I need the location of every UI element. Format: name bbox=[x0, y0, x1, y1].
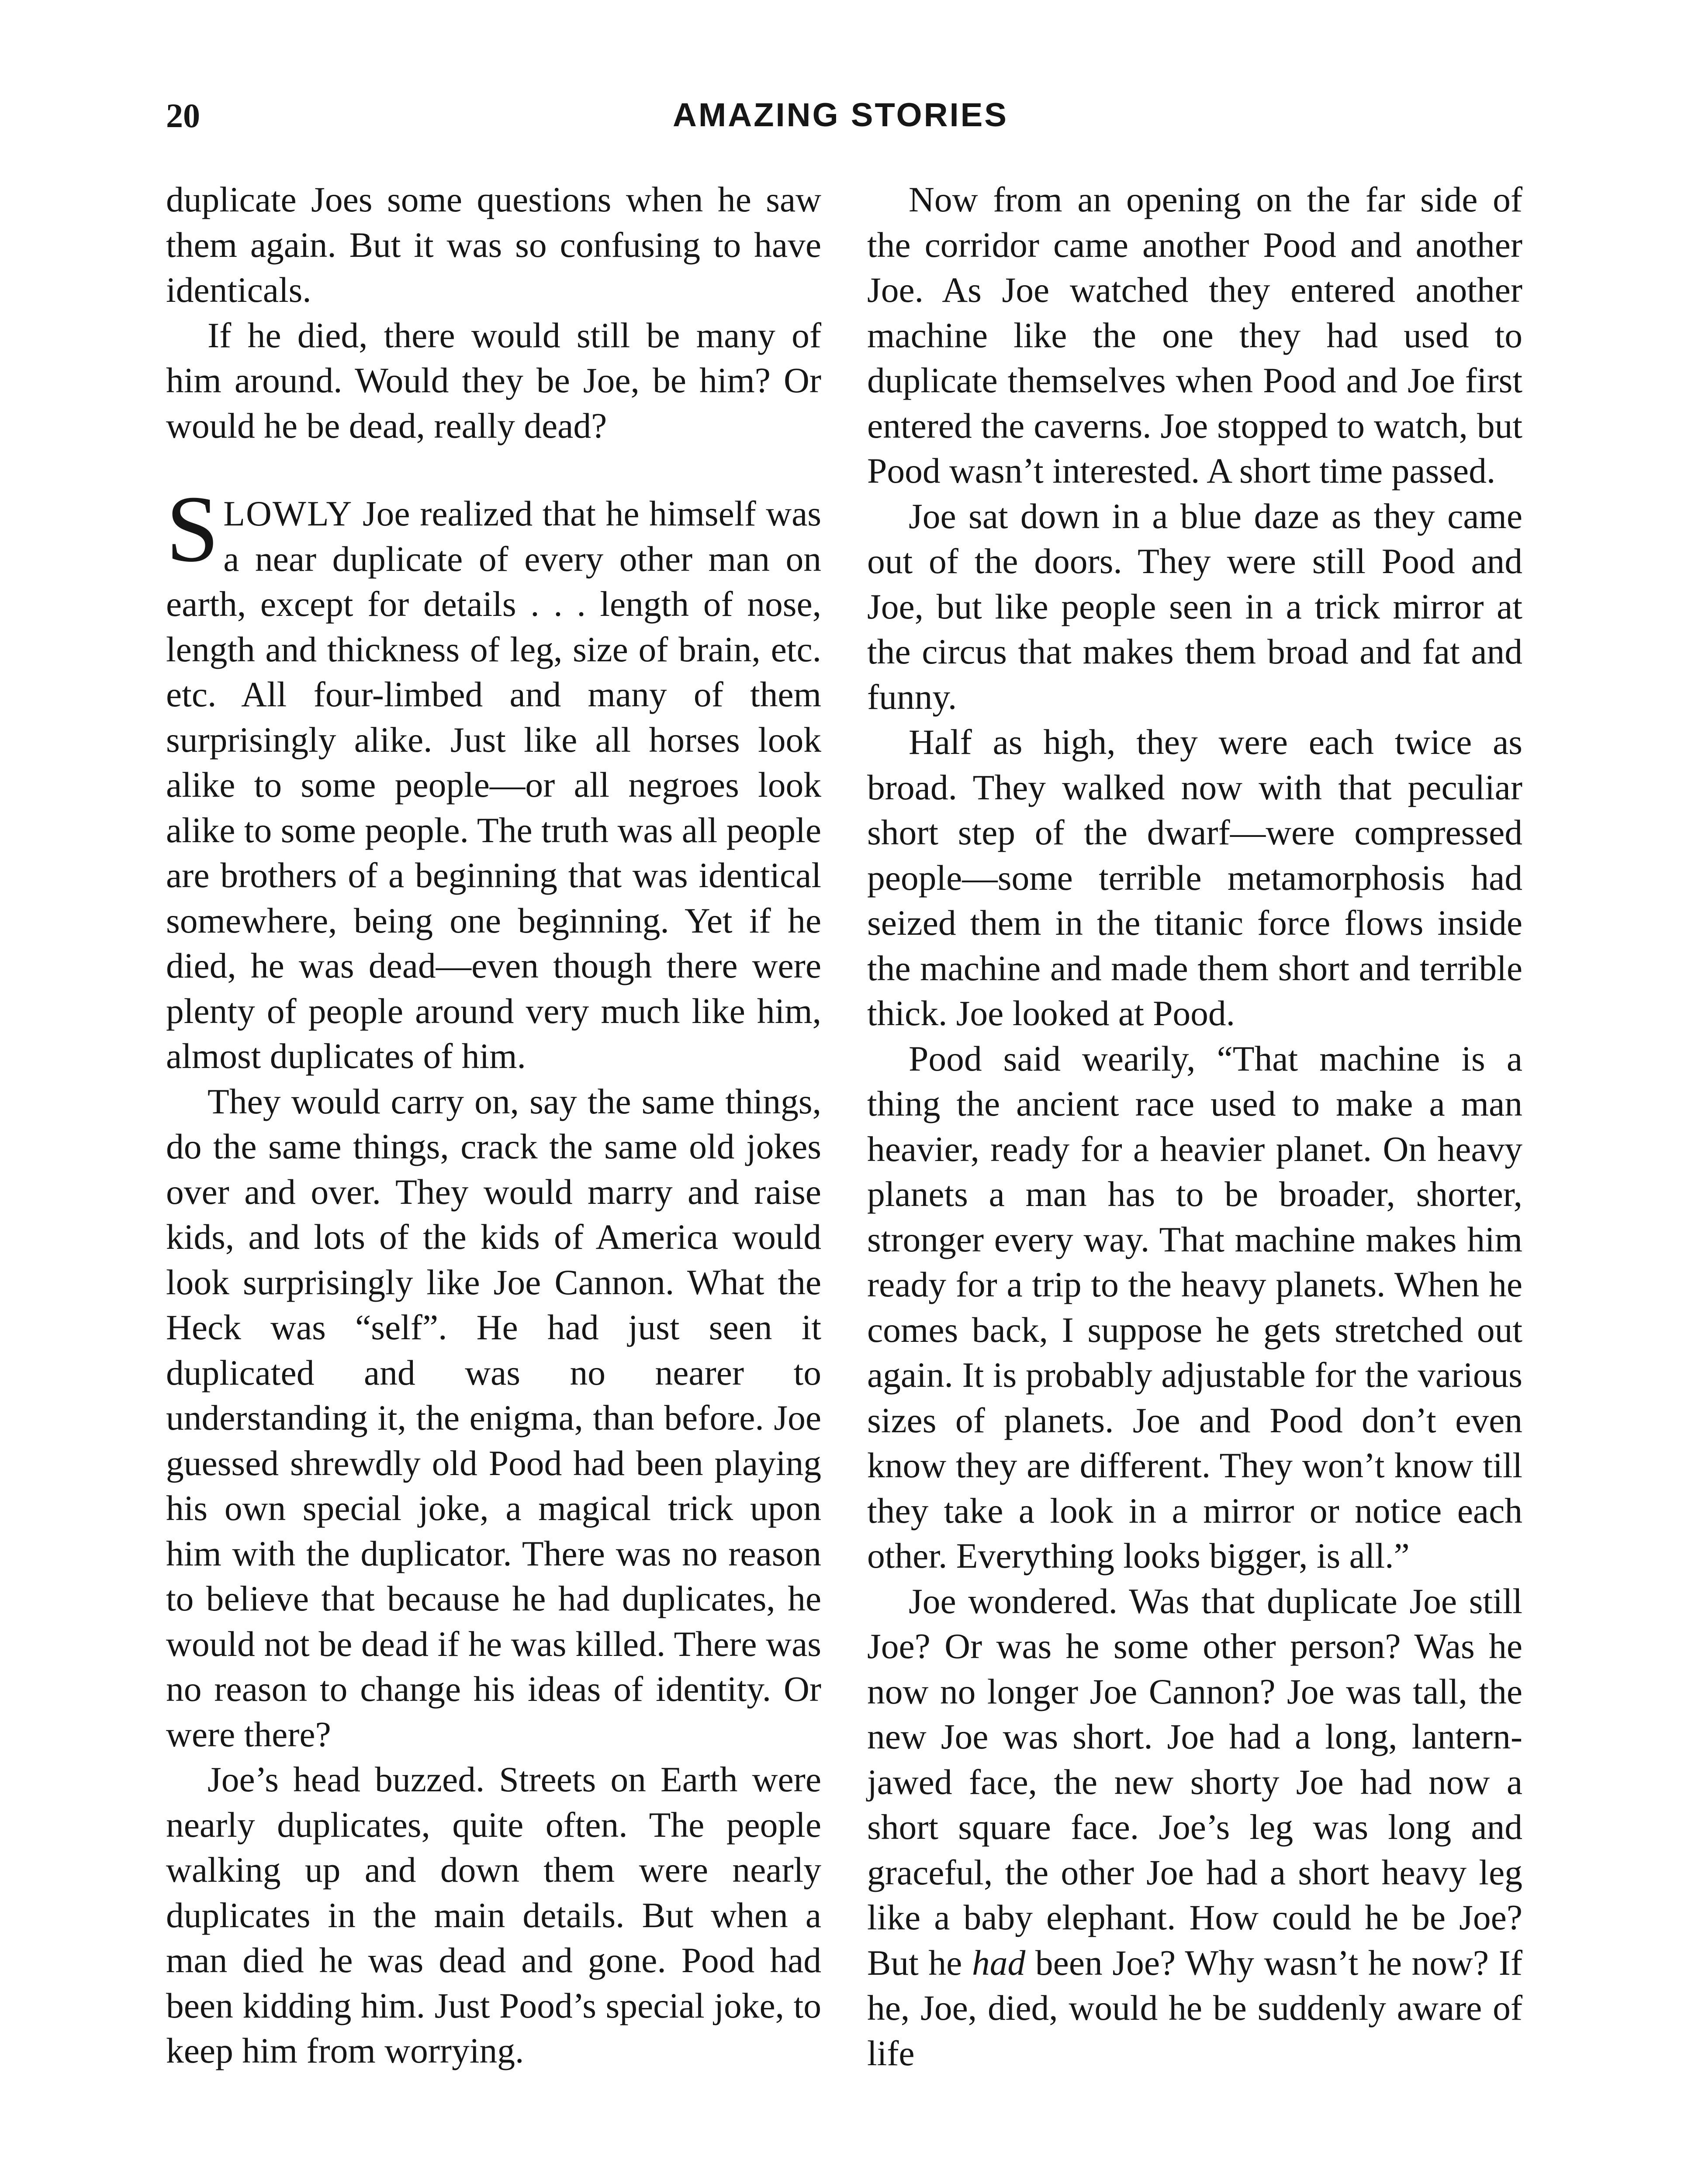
paragraph: duplicate Joes some questions when he saw them again. But it was so confusing to have identicals. bbox=[166, 180, 821, 310]
paragraph-section-start bbox=[166, 477, 821, 1079]
section-lead-word: LOWLY bbox=[223, 494, 353, 533]
paragraph: They would carry on, say the same things, do the same things, crack the same old jokes over and over. They would marry and raise kids, and lots of the kids of America would look surprisingly like Joe Cannon. What the Heck was “self”. He had just seen it duplicated and was no nearer to understanding it, the enigma, than before. Joe guessed shrewdly old Pood had been playing his own special joke, a magical trick upon him with the duplicator. There was no reason to believe that because he had duplicates, he would not be dead if he was killed. There was no reason to change his ideas of identity. Or were there? bbox=[166, 1081, 821, 1754]
drop-cap: S bbox=[166, 477, 219, 582]
paragraph-text: been Joe? Why wasn’t he now? If he, Joe, died, would he be suddenly aware of life bbox=[867, 1942, 1522, 2073]
emphasized-word: had bbox=[972, 1942, 1026, 1983]
page-number: 20 bbox=[166, 97, 200, 135]
right-column bbox=[867, 177, 1522, 2076]
running-title: AMAZING STORIES bbox=[673, 97, 1008, 134]
paragraph: Pood said wearily, “That machine is a thing the ancient race used to make a man heavier, ready for a heavier planet. On heavy planets a man has to be broader, shorter, stronger every way. That machine makes him ready for a trip to the heavy planets. When he comes back, I suppose he gets stretched out again. It is probably adjustable for the various sizes of planets. Joe and Pood don’t even know they are different. They won’t know till they take a look in a mirror or notice each other. Everything looks bigger, is all.” bbox=[867, 1038, 1522, 1576]
paragraph: If he died, there would still be many of him around. Would they be Joe, be him? Or would he be dead, really dead? bbox=[166, 315, 821, 446]
paragraph-text: Joe realized that he himself was a near duplicate of every other man on earth, except for details . . . length of nose, length and thickness of leg, size of brain, etc. etc. All four-limbed and many of them surprisingly alike. Just like all horses look alike to some people—or all negroes look alike to some people. The truth was all people are brothers of a beginning that was identical somewhere, being one beginning. Yet if he died, he was dead—even though there were plenty of people around very much like him, almost duplicates of him. bbox=[166, 494, 821, 1076]
paragraph-text: Joe wondered. Was that duplicate Joe still Joe? Or was he some other person? Was he now no longer Joe Cannon? Joe was tall, the new Joe was short. Joe had a long, lantern-jawed face, the new shorty Joe had now a short square face. Joe’s leg was long and graceful, the other Joe had a short heavy leg like a baby elephant. How could he be Joe? But he bbox=[867, 1581, 1522, 1983]
paragraph: Now from an opening on the far side of the corridor came another Pood and another Joe. As Joe watched they entered another machine like the one they had used to duplicate themselves when Pood and Joe first entered the caverns. Joe stopped to watch, but Pood wasn’t interested. A short time passed. bbox=[867, 180, 1522, 491]
paragraph: Joe sat down in a blue daze as they came out of the doors. They were still Pood and Joe, but like people seen in a trick mirror at the circus that makes them broad and fat and funny. bbox=[867, 496, 1522, 717]
paragraph bbox=[867, 1579, 1522, 2076]
paragraph: Half as high, they were each twice as broad. They walked now with that peculiar short step of the dwarf—were compressed people—some terrible metamorphosis had seized them in the titanic force flows inside the machine and made them short and terrible thick. Joe looked at Pood. bbox=[867, 722, 1522, 1033]
left-column bbox=[166, 177, 821, 2073]
paragraph: Joe’s head buzzed. Streets on Earth were nearly duplicates, quite often. The people walking up and down them were nearly duplicates in the main details. But when a man died he was dead and gone. Pood had been kidding him. Just Pood’s special joke, to keep him from worrying. bbox=[166, 1759, 821, 2070]
running-header bbox=[166, 87, 1515, 144]
